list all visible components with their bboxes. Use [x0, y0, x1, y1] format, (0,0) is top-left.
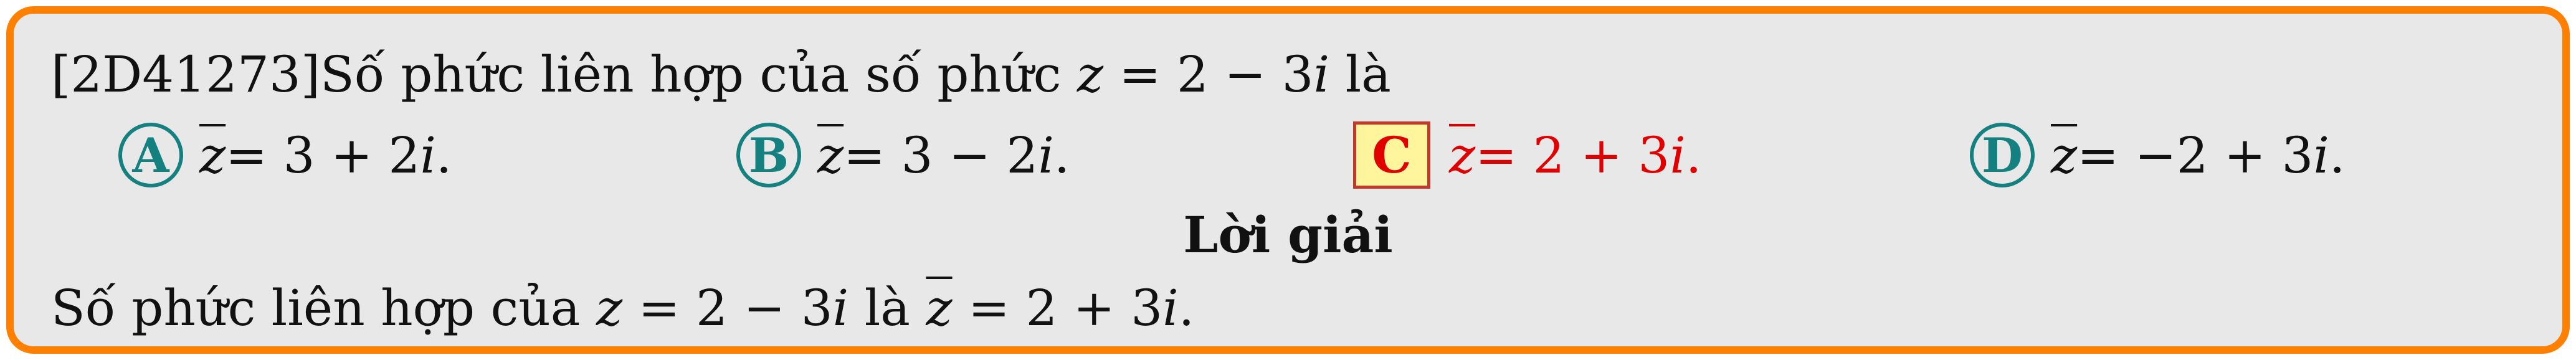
option-c-imag-unit: i: [1670, 126, 1686, 184]
option-c-end: .: [1685, 126, 1702, 184]
option-c-expression: = 2 + 3: [1475, 126, 1670, 184]
question-suffix: là: [1329, 45, 1391, 103]
option-d-end: .: [2329, 126, 2345, 184]
question-imag-unit: i: [1313, 45, 1330, 103]
option-c-conjugate: $\overline{z}$: [1449, 126, 1476, 184]
option-a-end: .: [435, 126, 452, 184]
question-expression: = 2 − 3: [1103, 45, 1314, 103]
option-d[interactable]: [1970, 121, 2345, 189]
solution-result-expression: = 2 + 3: [952, 279, 1163, 337]
option-b-imag-unit: i: [1038, 126, 1054, 184]
option-c-correct[interactable]: [1353, 121, 1701, 189]
solution-line: [51, 279, 1195, 337]
question-id: [2D41273]: [51, 45, 320, 103]
solution-end: .: [1178, 279, 1195, 337]
option-d-label[interactable]: D: [1970, 123, 2035, 187]
solution-imag-unit: i: [832, 279, 849, 337]
option-a-imag-unit: i: [420, 126, 436, 184]
question-line: [51, 45, 1391, 103]
option-b-conjugate: $\overline{z}$: [817, 126, 844, 184]
option-a-expression: = 3 + 2: [226, 126, 421, 184]
option-b-end: .: [1053, 126, 1070, 184]
exercise-frame: [6, 6, 2570, 354]
question-text: Số phức liên hợp của số phức: [320, 45, 1062, 103]
option-b[interactable]: [736, 121, 1070, 189]
solution-prefix: Số phức liên hợp của: [51, 279, 581, 337]
solution-expression: = 2 − 3: [622, 279, 833, 337]
solution-middle: là: [848, 279, 926, 337]
option-b-expression: = 3 − 2: [844, 126, 1038, 184]
option-c-label[interactable]: C: [1353, 121, 1430, 189]
solution-heading: Lời giải: [1183, 206, 1393, 264]
solution-result-imag-unit: i: [1162, 279, 1179, 337]
solution-variable: z: [596, 279, 623, 337]
option-d-conjugate: $\overline{z}$: [2051, 126, 2078, 184]
option-d-expression: = −2 + 3: [2077, 126, 2314, 184]
option-a-label[interactable]: A: [118, 123, 183, 187]
option-d-imag-unit: i: [2313, 126, 2329, 184]
solution-conjugate: $\overline{z}$: [926, 279, 953, 337]
option-a-conjugate: $\overline{z}$: [199, 126, 226, 184]
option-b-label[interactable]: B: [736, 123, 801, 187]
question-variable: z: [1077, 45, 1103, 103]
option-a[interactable]: [118, 121, 452, 189]
